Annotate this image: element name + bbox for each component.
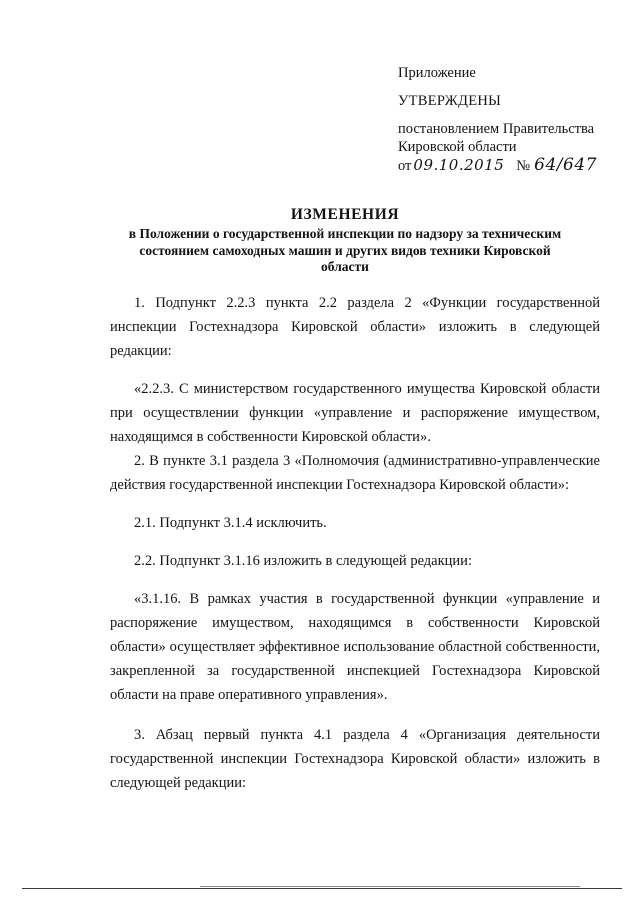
bottom-rule-thin — [200, 886, 580, 887]
bottom-rule — [22, 888, 622, 889]
paragraph-4: 2.1. Подпункт 3.1.4 исключить. — [134, 515, 327, 531]
approval-block — [398, 64, 618, 175]
document-heading — [120, 206, 570, 276]
paragraph-2: «2.2.3. С министерством государственного имущества Кировской области при осуществлении функции «управление и распоряжение имуществом, находящимся в собственности Кировской области». — [110, 381, 600, 445]
paragraph-6: «3.1.16. В рамках участия в государственной функции «управление и распоряжение имуществом, находящимся в собственности Кировской области» осуществляет эффективное использование областной собственности, закрепленной за государственной инспекцией Гостехнадзора Кировской области на праве оперативного управления». — [110, 591, 600, 703]
document-subtitle: в Положении о государственной инспекции по надзору за техническим состоянием самоходных машин и других видов техники Кировской области — [128, 226, 562, 274]
appendix-label: Приложение — [398, 65, 476, 81]
approval-basis: постановлением Правительства Кировской области — [398, 121, 595, 155]
document-body — [110, 291, 600, 795]
paragraph-5: 2.2. Подпункт 3.1.16 изложить в следующей редакции: — [134, 553, 472, 569]
document-title: ИЗМЕНЕНИЯ — [290, 206, 400, 223]
date-prefix: от — [398, 158, 412, 174]
number-sign: № — [516, 158, 531, 174]
approved-stamp: УТВЕРЖДЕНЫ — [398, 93, 502, 109]
paragraph-7: 3. Абзац первый пункта 4.1 раздела 4 «Организация деятельности государственной инспекции Гостехнадзора Кировской области» изложить в следующей редакции: — [110, 727, 600, 791]
paragraph-1: 1. Подпункт 2.2.3 пункта 2.2 раздела 2 «Функции государственной инспекции Гостехнадзора Кировской области» изложить в следующей редакции: — [110, 295, 600, 359]
decree-line — [398, 156, 597, 175]
handwritten-number: 64/647 — [534, 155, 597, 175]
handwritten-date: 09.10.2015 — [413, 156, 505, 174]
paragraph-3: 2. В пункте 3.1 раздела 3 «Полномочия (административно-управленческие действия государственной инспекции Гостехнадзора Кировской области»: — [110, 453, 600, 493]
